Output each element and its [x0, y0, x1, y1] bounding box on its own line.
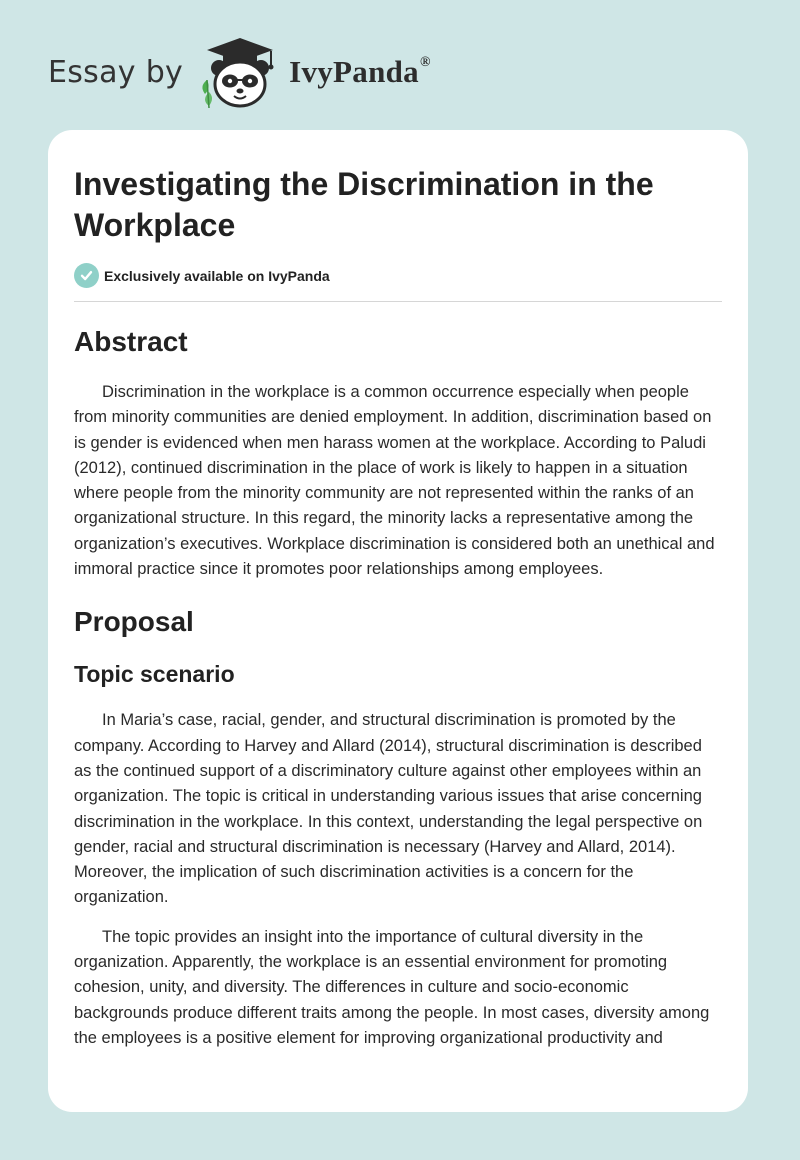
- availability-badge: [74, 263, 722, 302]
- panda-graduate-icon[interactable]: [197, 34, 283, 110]
- essay-card: [48, 130, 748, 1112]
- checkmark-icon: [74, 263, 99, 288]
- essay-by-label: Essay by: [48, 54, 184, 90]
- section-heading-proposal: Proposal: [74, 606, 194, 638]
- availability-text: Exclusively available on IvyPanda: [104, 267, 330, 284]
- subsection-heading-topic-scenario: Topic scenario: [74, 661, 235, 688]
- section-heading-abstract: Abstract: [74, 326, 188, 357]
- registered-mark: ®: [419, 55, 431, 70]
- proposal-paragraph-2: The topic provides an insight into the importance of cultural diversity in the organization. Apparently, the workplace is an essential environment for promoting cohesion, unity, and diversity. The differences in culture and socio-economic backgrounds produce different traits among the people. In most cases, diversity among the employees is a positive element for improving organizational productivity and: [74, 927, 710, 1047]
- site-header: [48, 34, 431, 110]
- brand-name[interactable]: IvyPanda®: [289, 54, 431, 89]
- abstract-paragraph: Discrimination in the workplace is a common occurrence especially when people from minority communities are denied employment. In addition, discrimination based on is gender is evidenced when men harass women at the workplace. According to Paludi (2012), continued discrimination in the place of work is likely to happen in a situation where people from the minority community are not represented within the ranks of an organizational structure. In this regard, the minority lacks a representative among the organization’s executives. Workplace discrimination is considered both an unethical and immoral practice since it promotes poor relationships among employees.: [74, 383, 715, 579]
- page-title: Investigating the Discrimination in the Workplace: [74, 166, 654, 243]
- proposal-paragraph-1: In Maria’s case, racial, gender, and structural discrimination is promoted by the company. According to Harvey and Allard (2014), structural discrimination is described as the continued support of a discriminatory culture against other employees within an organization. The topic is critical in understanding various issues that arise concerning discrimination in the workplace. In this context, understanding the legal perspective on gender, racial and structural discrimination is necessary (Harvey and Allard, 2014). Moreover, the implication of such discrimination activities is a concern for the organization.: [74, 711, 703, 907]
